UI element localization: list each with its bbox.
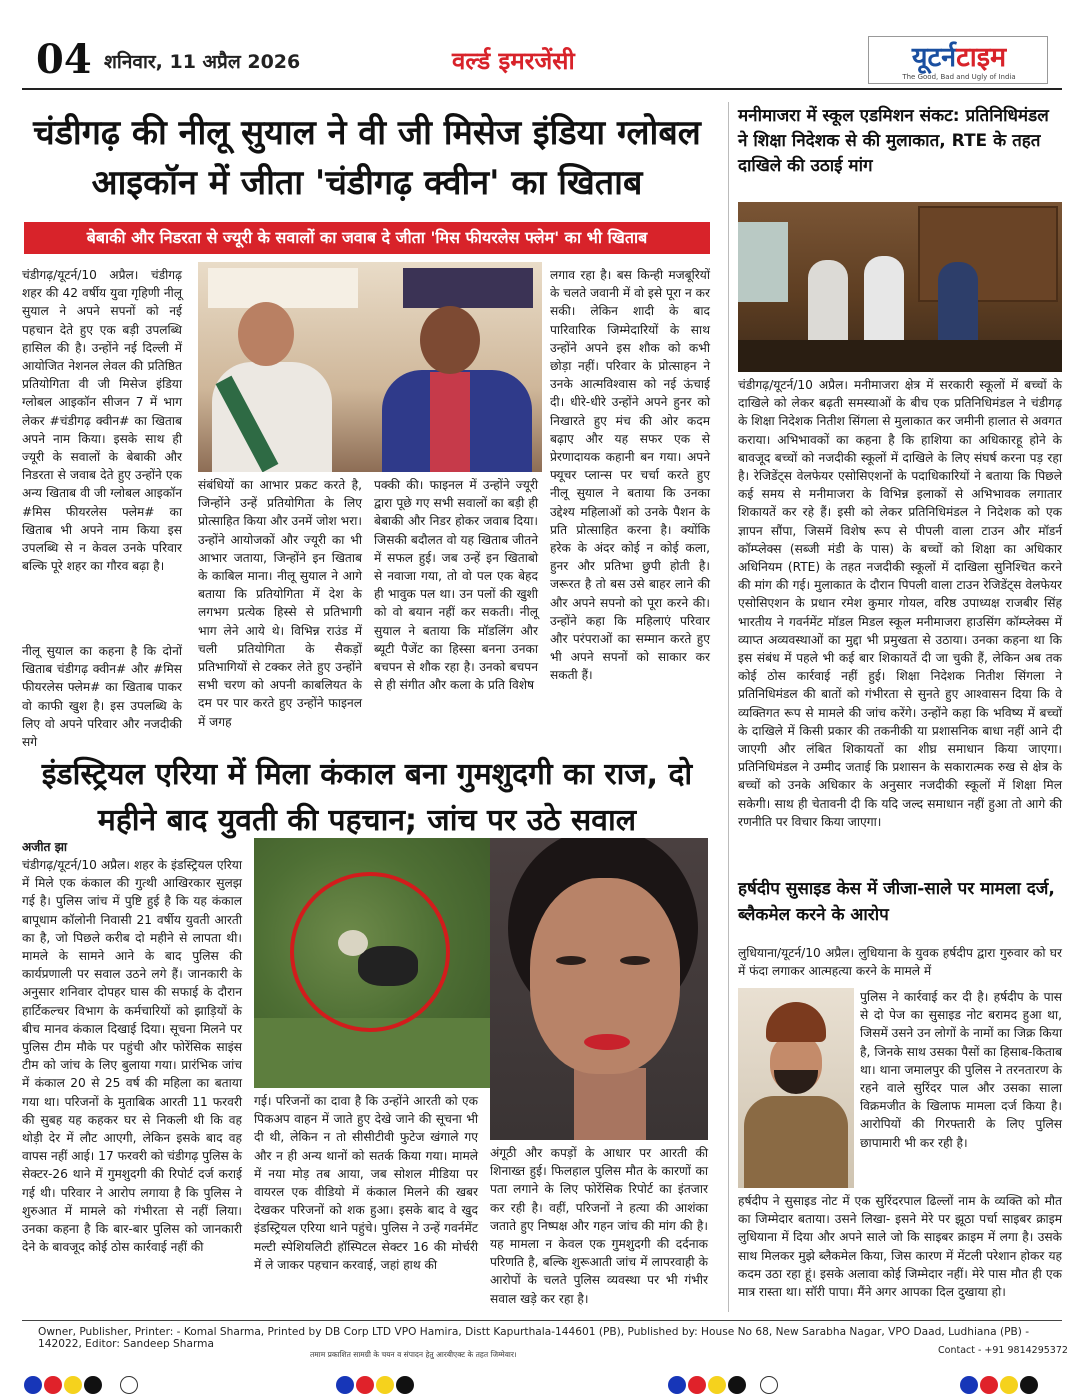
lead-headline: चंडीगढ़ की नीलू सुयाल ने वी जी मिसेज इंडिया ग्लोबल आइकॉन में जीता 'चंडीगढ़ क्वीन' का खिताब: [33, 113, 701, 203]
masthead-logo: यूटर्नटाइम The Good, Bad and Ugly of India: [868, 36, 1048, 84]
color-registration-strip-1: [24, 1376, 102, 1396]
school-story-body: चंडीगढ़/यूटर्न/10 अप्रैल। मनीमाजरा क्षेत्र में सरकारी स्कूलों में बच्चों के दाखिले को लेकर बढ़ती समस्याओं के बीच एक प्रतिनिधिमंडल ने चंडीगढ़ के शिक्षा निदेशक नितीश सिंगला से मुलाकात कर जमीनी हालात से अवगत कराया। अभिभावकों का कहना है कि हाशिया का अधिकारहू होने के बावजूद बच्चों को नजदीकी स्कूलों में दाखिले के लिए संघर्ष करना पड़ रहा है। रेजिडेंट्स वेलफेयर एसोसिएशनों के पदाधिकारियों ने बताया कि पिछले कई समय से मनीमाजरा के विभिन्न इलाकों से अभिभावक लगातार शिकायतें कर रहे हैं। इसी को लेकर प्रतिनिधिमंडल ने निदेशक को एक ज्ञापन सौंपा, जिसमें विशेष रूप से पीपली वाला टाउन और मॉडर्न कॉम्प्लेक्स (सब्जी मंडी के पास) के बच्चों को शिक्षा का अधिकार अधिनियम (RTE) के तहत नजदीकी स्कूलों में दाखिला सुनिश्चित करने की मांग की गई। मुलाकात के दौरान पिपली वाला टाउन रेजिडेंट्स वेलफेयर एसोसिएशन के प्रधान रमेश कुमार गोयल, वरिष्ठ उपाध्यक्ष राजबीर सिंह भारतीय ने गवर्नमेंट मॉडल मिडल स्कूल मनीमाजरा हाउसिंग कॉम्प्लेक्स में व्याप्त अव्यवस्थाओं का मुद्दा भी प्रमुखता से उठाया। उनका कहना था कि इस संबंध में पहले भी कई बार शिकायतें दी जा चुकी हैं, लेकिन अब तक कोई ठोस कार्रवाई नहीं हुई। शिक्षा निदेशक नितीश सिंगला ने प्रतिनिधिमंडल की बातों को गंभीरता से सुनते हुए आश्वासन दिया कि वे व्यक्तिगत रूप से मामले की जांच करेंगे। उन्होंने कहा कि भविष्य में बच्चों के दाखिले में किसी प्रकार की तकनीकी या प्रशासनिक बाधा नहीं आने दी जाएगी और लंबित शिकायतों का शीघ्र समाधान किया जाएगा। प्रतिनिधिमंडल ने उम्मीद जताई कि प्रशासन के सकारात्मक रुख से क्षेत्र के बच्चों को उनके अधिकार के अनुसार नजदीकी स्कूलों में शिक्षा मिल सकेगी। साथ ही चेतावनी दी कि यदि जल्द समाधान नहीं हुआ तो आगे की रणनीति पर विचार किया जाएगा।: [738, 378, 1062, 829]
lead-subhead: बेबाकी और निडरता से ज्यूरी के सवालों का जवाब दे जीता 'मिस फीयरलेस फ्लेम' का भी खिताब: [24, 222, 710, 254]
second-column-1: चंडीगढ़/यूटर्न/10 अप्रैल। शहर के इंडस्ट्रियल एरिया में मिले एक कंकाल की गुत्थी आखिरकार सुलझ गई है। पुलिस जांच में पुष्टि हुई है कि यह कंकाल बापूधाम कॉलोनी निवासी 21 वर्षीय युवती आरती का है, जो पिछले करीब दो महीने से लापता थी। मामले के सामने आने के बाद पुलिस की कार्यप्रणाली पर सवाल उठने लगे हैं। जानकारी के अनुसार शनिवार दोपहर घास की सफाई के दौरान हार्टिकल्चर विभाग के कर्मचारियों को झाड़ियों के बीच मानव कंकाल दिखाई दिया। सूचना मिलने पर पुलिस टीम मौके पर पहुंची और फोरेंसिक साइंस टीम को जांच के लिए बुलाया गया। प्रारंभिक जांच में कंकाल 20 से 25 वर्ष की महिला का बताया गया था। परिजनों के मुताबिक आरती 11 फरवरी की सुबह यह कहकर घर से निकली थी कि वह थोड़ी देर में लौट आएगी, लेकिन इसके बाद वह वापस नहीं आई। 17 फरवरी को चंडीगढ़ पुलिस के सेक्टर-26 थाने में गुमशुदगी की रिपोर्ट दर्ज कराई गई थी। परिवार ने आरोप लगाया है कि पुलिस ने शुरुआत में मामले को गंभीरता से नहीं लिया। उनका कहना है कि बार-बार पुलिस को जानकारी देने के बावजूद कोई ठोस कार्रवाई नहीं की: [22, 858, 242, 1255]
suicide-story-headline: हर्षदीप सुसाइड केस में जीजा-साले पर मामला दर्ज, ब्लैकमेल करने के आरोप: [738, 879, 1055, 925]
suicide-story-below-photo: हर्षदीप ने सुसाइड नोट में एक सुरिंदरपाल ढिल्लों नाम के व्यक्ति को मौत का जिम्मेदार बताया। उसने लिखा- इसने मेरे पर झूठा पर्चा साइबर क्राइम लुधियाना में दिया और अपने साले जो कि साइबर क्राइम में लगा है। उसके साथ मिलकर मुझे ब्लैकमेल किया, जिस कारण में मेंटली परेशान होकर यह कदम उठा रहा हूं। इसके अलावा कोई जिम्मेदार नहीं। मेरे पास मौत ही एक मात्र रास्ता था। सॉरी पापा। मैंने अगर आपका दिल दुखाया हो।: [738, 1194, 1062, 1300]
section-title: वर्ल्ड इमरजेंसी: [452, 47, 575, 75]
footer-contact: Contact - +91 9814295372: [938, 1345, 1068, 1356]
page-header: [22, 30, 1062, 90]
page-number: 04: [36, 36, 92, 83]
footer-rule: [22, 1320, 1062, 1321]
footer-imprint: Owner, Publisher, Printer: - Komal Sharma, Printed by DB Corp LTD VPO Hamira, Distt Kapurthala-144601 (PB), Published by: House No 68, New Sarabha Nagar, VPO Daad, Ludhiana (PB) - 142022, Editor: Sandeep Sharma: [38, 1326, 1030, 1350]
column-divider: [728, 102, 729, 1312]
victim-harshdeep-photo: [738, 988, 854, 1188]
footer-disclaimer: तमाम प्रकाशित सामग्री के चयन व संपादन हेतु आरबीएक्ट के तहत जिम्मेवार।: [310, 1350, 517, 1359]
lead-column-3: पक्की की। फाइनल में उन्होंने ज्यूरी द्वारा पूछे गए सभी सवालों का बड़ी ही बेबाकी और निडर होकर जवाब दिया। जिसकी बदौलत वो यह खिताब जीतने में सफल हुई। जब उन्हें इन खिताबो से नवाजा गया, तो वो पल एक बेहद ही भावुक पल था। उन पलों की खुशी को वो बयान नहीं कर सकती। नीलू सुयाल ने बताया कि मॉडलिंग और ब्यूटी पैजेंट का हिस्सा बनना उनका बचपन से शौक रहा है। उनको बचपन से ही संगीत और कला के प्रति विशेष: [374, 478, 538, 693]
victim-portrait-photo: [490, 838, 708, 1140]
logo-tagline: The Good, Bad and Ugly of India: [902, 73, 1016, 81]
color-registration-strip-4: [960, 1376, 1038, 1396]
second-byline: अजीत झा: [22, 840, 68, 854]
lead-column-1-top: चंडीगढ़/यूटर्न/10 अप्रैल। चंडीगढ़ शहर की 42 वर्षीय युवा गृहिणी नीलू सुयाल ने अपने सपनों को नई पहचान देते हुए एक बड़ी उपलब्धि हासिल की है। उन्होंने नई दिल्ली में आयोजित नेशनल लेवल की प्रतिष्ठित प्रतियोगिता वी जी मिसेज इंडिया ग्लोबल आइकॉन सीजन 7 में भाग लेकर #चंडीगढ़ क्वीन# का खिताब अपने नाम किया। इसके साथ ही ज्यूरी के सवालों के बेबाकी और निडरता से जवाब देते हुए उन्होंने एक अन्य खिताब वी जी ग्लोबल आइकॉन #मिस फीयरलेस फ्लेम# का खिताब भी अपने नाम किया इस उपलब्धि से न केवल उनके परिवार बल्कि पूरे शहर का गौरव बढ़ा है।: [22, 268, 182, 574]
registration-mark-icon: [120, 1376, 138, 1394]
suicide-story-beside-photo: पुलिस ने कार्रवाई कर दी है। हर्षदीप के पास से दो पेज का सुसाइड नोट बरामद हुआ था, जिसमें उसने उन लोगों के नामों का जिक्र किया है, जिनके साथ उसका पैसों का हिसाब-किताब था। थाना जमालपुर की पुलिस ने तरनतारण के रहने वाले सुरिंदर पाल और उसका साला विक्रमजीत के खिलाफ मामला दर्ज किया है। आरोपियों की गिरफ्तारी के लिए पुलिस छापामारी भी कर रही है।: [860, 990, 1062, 1150]
second-column-3: अंगूठी और कपड़ों के आधार पर आरती की शिनाख्त हुई। फिलहाल पुलिस मौत के कारणों का पता लगाने के लिए फोरेंसिक रिपोर्ट का इंतजार कर रही है। वहीं, परिजनों ने हत्या की आशंका जताते हुए निष्पक्ष और गहन जांच की मांग की है। यह मामला न केवल एक गुमशुदगी की दर्दनाक परिणति है, बल्कि शुरूआती जांच में लापरवाही के आरोपों के चलते पुलिस व्यवस्था पर भी गंभीर सवाल खड़े कर रहा है।: [490, 1146, 708, 1306]
color-registration-strip-2: [336, 1376, 414, 1396]
delegation-meeting-photo: [738, 202, 1062, 372]
color-registration-strip-3: [668, 1376, 746, 1396]
newspaper-page: [22, 30, 1062, 1320]
skeleton-site-photo: [254, 838, 490, 1088]
lead-column-4: लगाव रहा है। बस किन्ही मजबूरियों के चलते जवानी में वो इसे पूरा न कर सकी। लेकिन शादी के बाद पारिवारिक जिम्मेदारियों के साथ उन्होंने अपने इस शौक को कभी छोड़ा नहीं। परिवार के प्रोत्साहन ने उनके आत्मविश्वास को नई ऊंचाई दी। धीरे-धीरे उन्होंने अपने हुनर को निखारते हुए मंच की ओर कदम बढ़ाए और यह सफर एक से प्रेरणादायक कहानी बन गया। अपने फ्यूचर प्लान्स पर चर्चा करते हुए नीलू सुयाल ने बताया कि उनका उद्देश्य महिलाओं को उनके पैशन के प्रति प्रोत्साहित करना है। क्योंकि हरेक के अंदर कोई न कोई कला, हुनर और प्रतिभा छुपी होती है। जरूरत है तो बस उसे बाहर लाने की और अपने सपनो को पूरा करने की। उन्होंने कहा कि महिलाएं परिवार और परंपराओं का सम्मान करते हुए भी अपने सपनों को साकार कर सकती हैं।: [550, 268, 710, 683]
pageant-winner-photo: [198, 262, 542, 472]
lead-column-2: संबंधियों का आभार प्रकट करते है, जिन्होंने उन्हें प्रतियोगिता के लिए प्रोत्साहित किया और उनमें जोश भरा। उन्होंने आयोजकों और ज्यूरी का भी आभार जताया, जिन्होंने इन खिताब के काबिल माना। नीलू सुयाल ने आगे बताया कि प्रतियोगिता में देश के लगभग प्रत्येक हिस्से से प्रतिभागी भाग लेने आये थे। विभिन्न राउंड में चली प्रतियोगिता के सैकड़ों प्रतिभागियों से टक्कर लेते हुए उन्होंने सभी चरण को अपनी काबलियत के दम पर पार करते हुए उन्होंने फाइनल में जगह: [198, 478, 362, 729]
school-story-headline: मनीमाजरा में स्कूल एडमिशन संकट: प्रतिनिधिमंडल ने शिक्षा निदेशक से की मुलाकात, RTE के तहत दाखिले की उठाई मांग: [738, 106, 1049, 176]
issue-date: शनिवार, 11 अप्रैल 2026: [104, 51, 301, 73]
registration-mark-icon: [760, 1376, 778, 1394]
second-column-2: गई। परिजनों का दावा है कि उन्होंने आरती को एक पिकअप वाहन में जाते हुए देखे जाने की सूचना भी दी थी, लेकिन न तो सीसीटीवी फुटेज खंगाले गए और न ही अन्य थानों को सतर्क किया गया। मामले में नया मोड़ तब आया, जब सोशल मीडिया पर वायरल एक वीडियो में कंकाल मिलने की खबर देखकर परिजनों को शक हुआ। इसके बाद वे खुद इंडस्ट्रियल एरिया थाने पहुंचे। पुलिस ने उन्हें गवर्नमेंट मल्टी स्पेशियलिटी हॉस्पिटल सेक्टर 16 की मोर्चरी में ले जाकर पहचान करवाई, जहां हाथ की: [254, 1094, 478, 1272]
suicide-story-intro: लुधियाना/यूटर्न/10 अप्रैल। लुधियाना के युवक हर्षदीप द्वारा गुरुवार को घर में फंदा लगाकर आत्महत्या करने के मामले में: [738, 946, 1062, 979]
lead-column-1-bottom: नीलू सुयाल का कहना है कि दोनों खिताब चंडीगढ़ क्वीन# और #मिस फीयरलेस फ्लेम# का खिताब पाकर वो काफी खुश है। इस उपलब्धि के लिए वो अपने परिवार और नजदीकी सगे: [22, 644, 182, 750]
second-headline: इंडस्ट्रियल एरिया में मिला कंकाल बना गुमशुदगी का राज, दो महीने बाद युवती की पहचान; जांच पर उठे सवाल: [41, 757, 693, 838]
